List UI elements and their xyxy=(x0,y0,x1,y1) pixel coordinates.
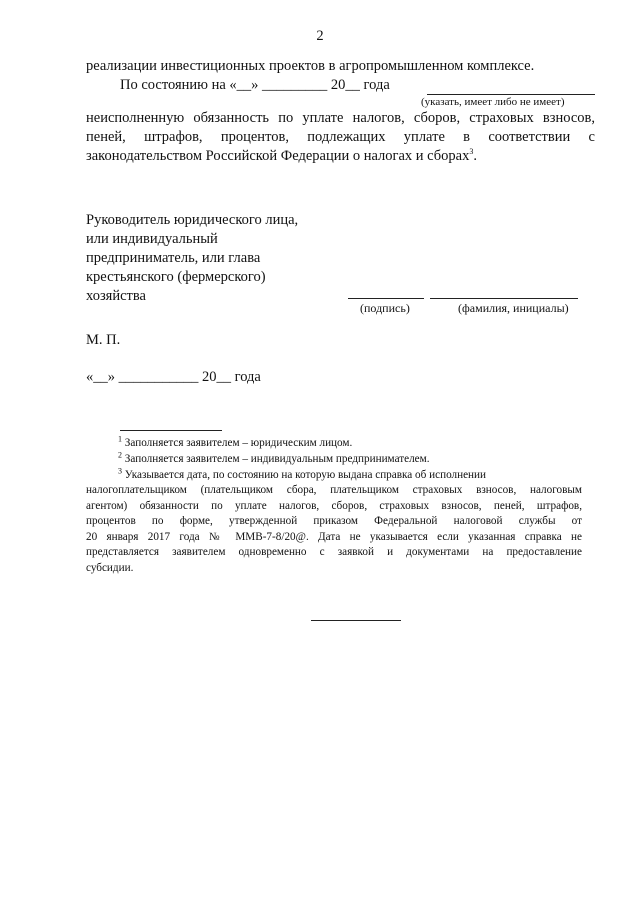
body-line-1: реализации инвестиционных проектов в агропромышленном комплексе. xyxy=(86,58,535,74)
footnote-3-text-1: Указывается дата, по состоянию на которую выдана справка об исполнении xyxy=(124,469,487,481)
signer-title-line-4: крестьянского (фермерского) xyxy=(86,269,266,285)
name-line xyxy=(430,298,578,299)
stamp-label: М. П. xyxy=(86,332,121,348)
page-number: 2 xyxy=(316,28,324,44)
signer-title-line-5: хозяйства xyxy=(86,288,146,304)
footnote-3-line-4: процентов по форме, утвержденной приказом Федеральной налоговой службы от xyxy=(86,515,582,527)
date-line: «__» ___________ 20__ года xyxy=(86,369,261,385)
footnote-2-mark: 2 xyxy=(118,450,122,460)
body-line-5-text: законодательством Российской Федерации о налогах и сборах xyxy=(86,148,470,164)
signature-line xyxy=(348,298,424,299)
signer-title-line-3: предприниматель, или глава xyxy=(86,250,261,266)
end-rule xyxy=(311,620,401,621)
footnote-1-text: Заполняется заявителем – юридическим лицом. xyxy=(124,437,353,449)
footnote-3-line-3: агентом) обязанности по уплате налогов, сборов, страховых взносов, пеней, штрафов, xyxy=(86,500,582,512)
footnote-ref-3: 3 xyxy=(469,147,474,157)
footnote-3-mark: 3 xyxy=(118,466,122,476)
footnote-3-line-5: 20 января 2017 года № ММВ-7-8/20@. Дата не указывается если указанная справка не xyxy=(86,531,582,543)
status-fill-line xyxy=(427,94,595,95)
name-caption: (фамилия, инициалы) xyxy=(458,301,569,315)
footnote-separator xyxy=(120,430,222,431)
footnote-3-line-2: налогоплательщиком (плательщиком сбора, плательщиком страховых взносов, налоговым xyxy=(86,484,582,496)
signature-caption: (подпись) xyxy=(360,301,410,315)
signer-title-line-1: Руководитель юридического лица, xyxy=(86,212,299,228)
body-line-3: неисполненную обязанность по уплате налогов, сборов, страховых взносов, xyxy=(86,110,595,126)
body-line-5 xyxy=(86,148,477,165)
signer-title-line-2: или индивидуальный xyxy=(86,231,218,247)
body-line-4: пеней, штрафов, процентов, подлежащих уплате в соответствии с xyxy=(86,129,595,145)
footnote-2-text: Заполняется заявителем – индивидуальным предпринимателем. xyxy=(124,453,430,465)
footnote-2 xyxy=(118,452,430,467)
body-line-5-end: . xyxy=(473,148,477,164)
footnote-3-line-6: представляется заявителем одновременно с заявкой и документами на предоставление xyxy=(86,546,582,558)
footnote-3-line-1 xyxy=(118,468,486,483)
status-date-line: По состоянию на «__» _________ 20__ года xyxy=(120,77,390,93)
footnote-3-line-7: субсидии. xyxy=(86,562,134,574)
status-hint: (указать, имеет либо не имеет) xyxy=(421,96,565,108)
footnote-1 xyxy=(118,436,352,451)
footnote-1-mark: 1 xyxy=(118,434,122,444)
